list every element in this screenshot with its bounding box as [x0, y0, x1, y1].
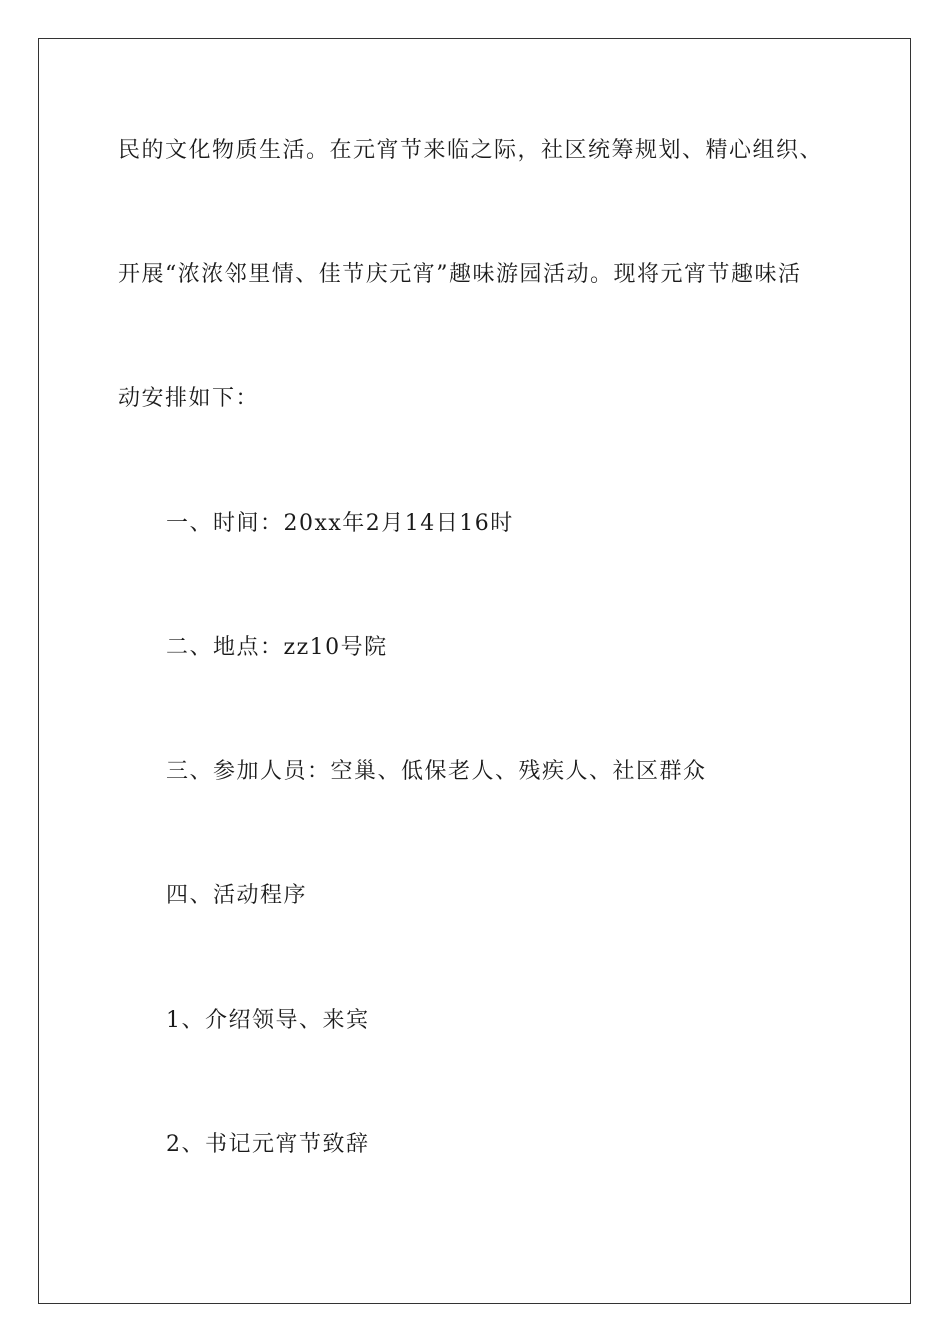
item-program-heading: 四、活动程序 [166, 883, 308, 908]
item-program-step-1: 1、介绍领导、来宾 [166, 1008, 370, 1033]
item-participants: 三、参加人员：空巢、低保老人、残疾人、社区群众 [166, 759, 707, 784]
item-time: 一、时间：20xx年2月14日16时 [166, 511, 514, 536]
paragraph-line-3: 动安排如下： [118, 386, 260, 411]
item-location: 二、地点：zz10号院 [166, 635, 388, 660]
item-program-step-2: 2、书记元宵节致辞 [166, 1132, 370, 1157]
paragraph-line-2: 开展“浓浓邻里情、佳节庆元宵”趣味游园活动。现将元宵节趣味活 [118, 262, 802, 287]
paragraph-line-1: 民的文化物质生活。在元宵节来临之际，社区统筹规划、精心组织、 [118, 138, 824, 163]
page-frame [38, 38, 911, 1304]
